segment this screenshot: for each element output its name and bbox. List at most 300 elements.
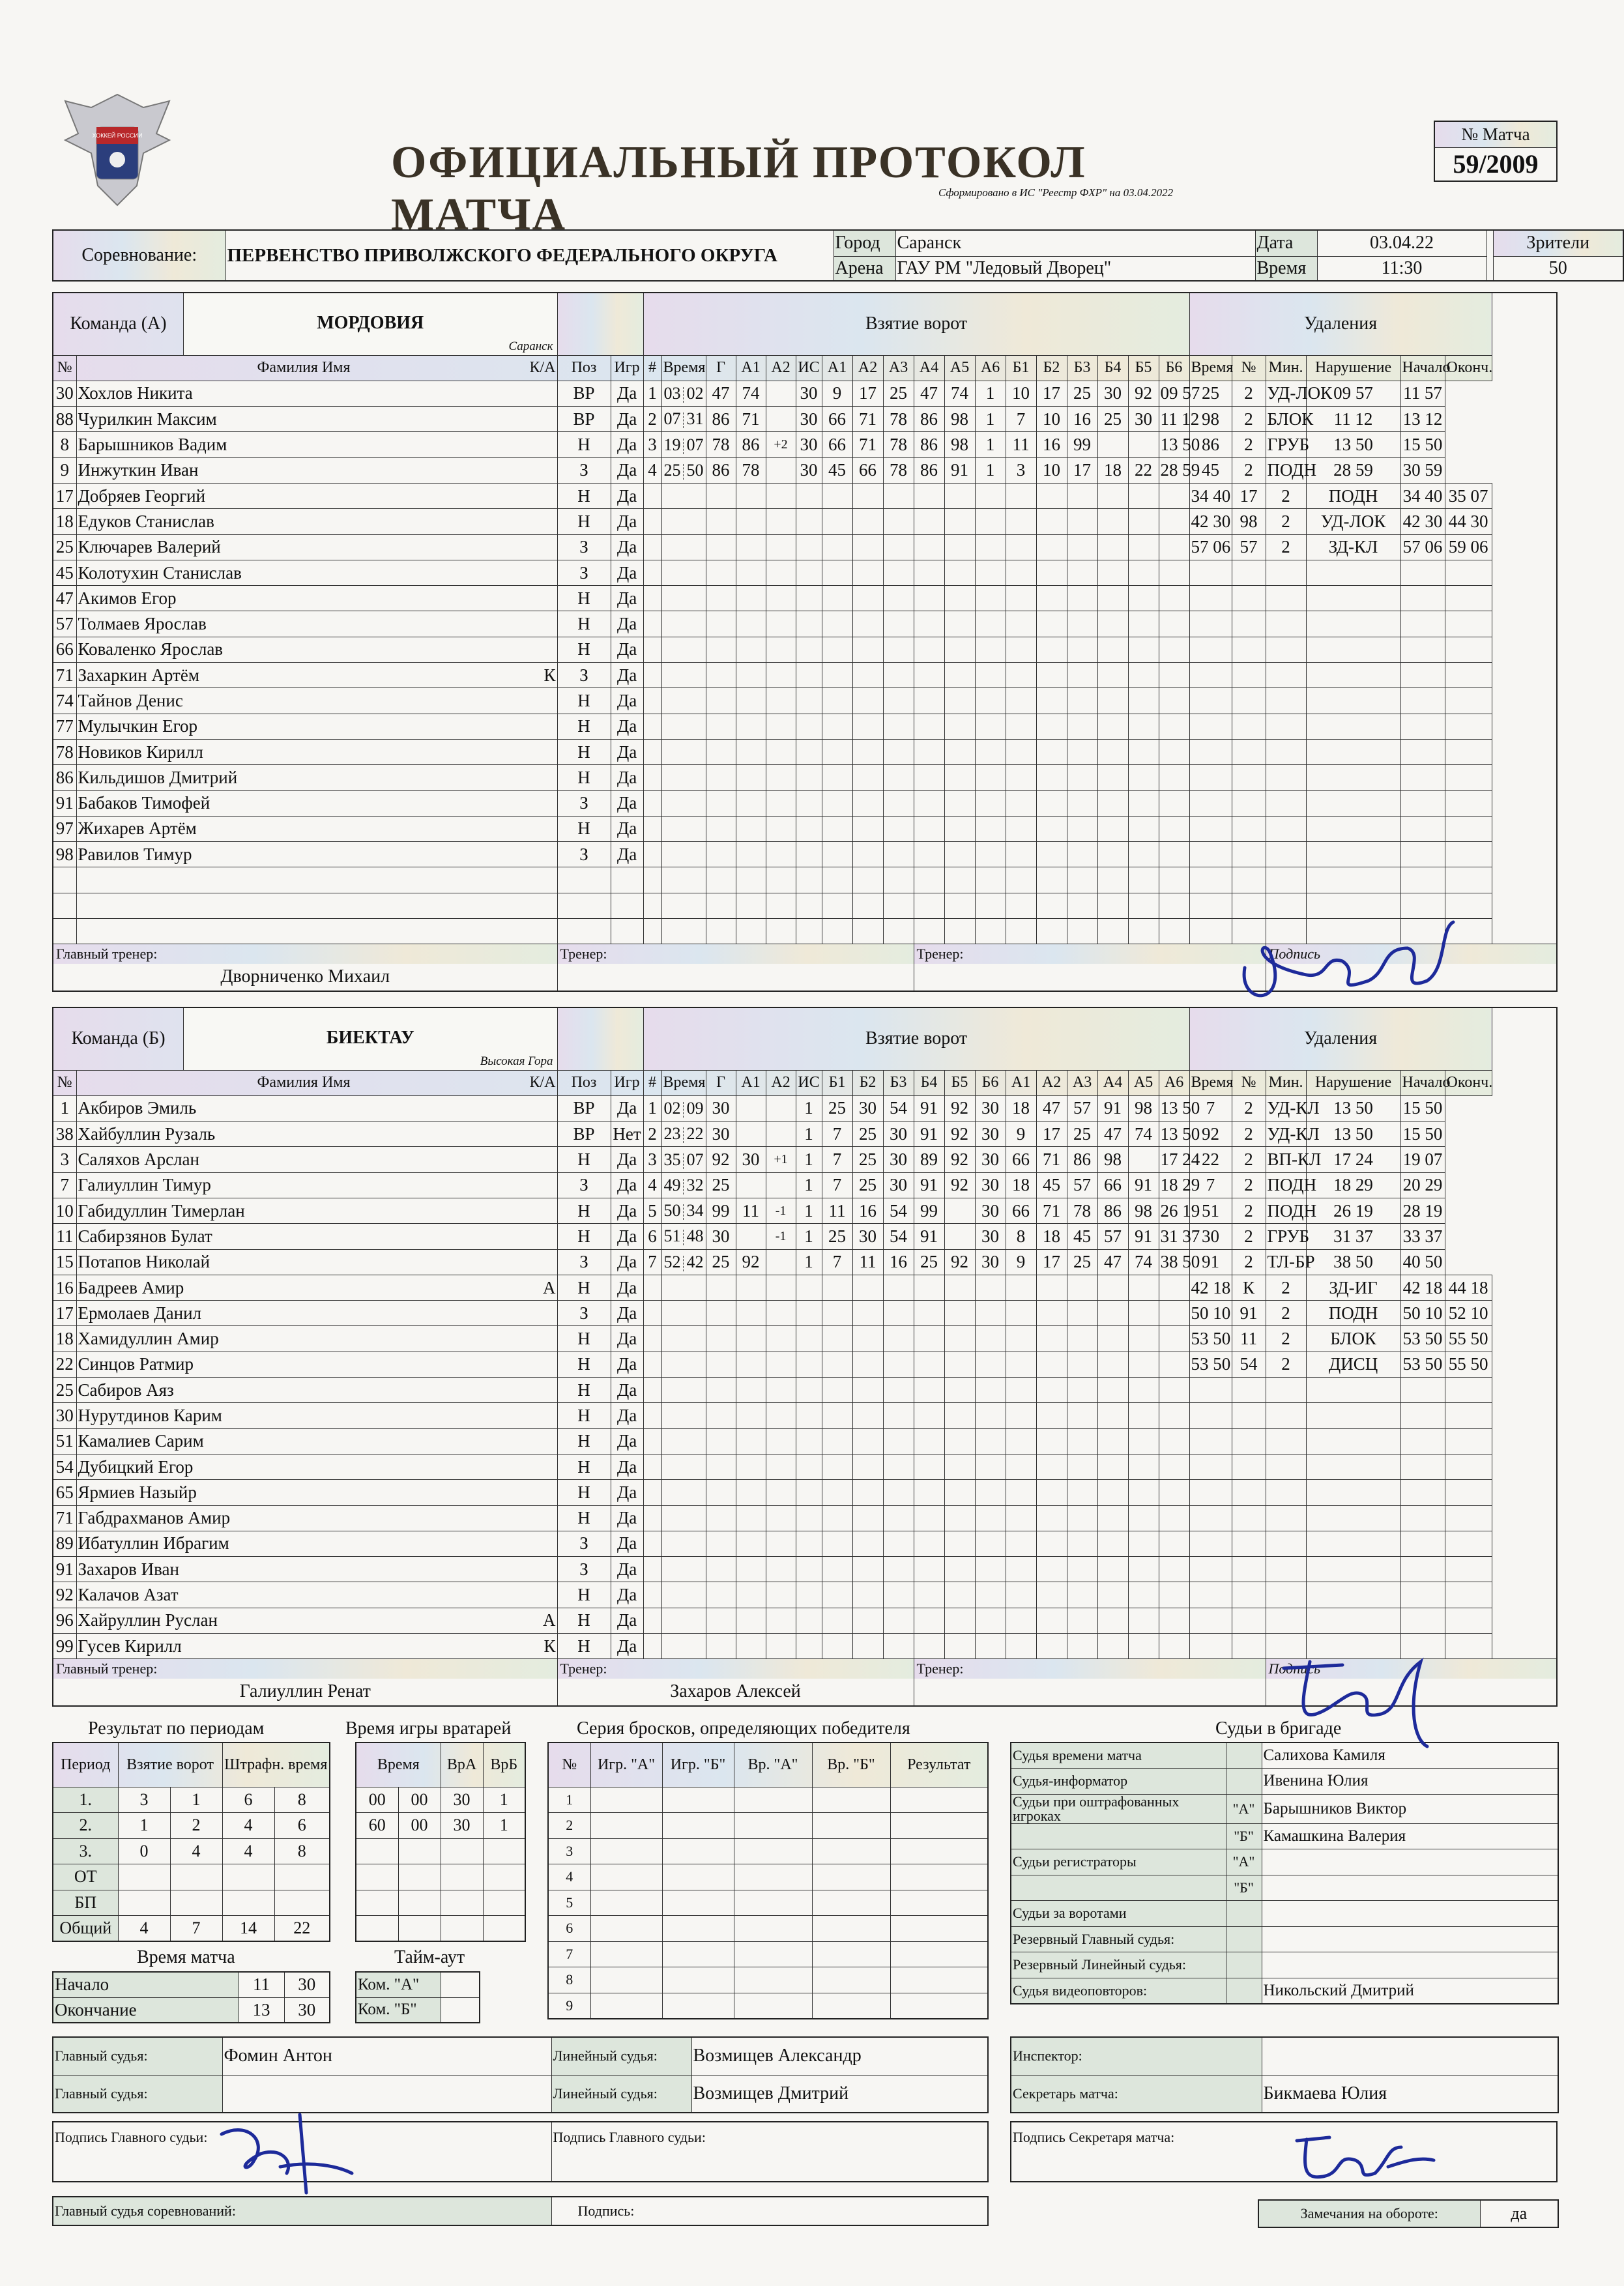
table-row <box>53 611 1557 637</box>
match-number: 59/2009 <box>1434 147 1557 181</box>
ref-role: Судьи при оштрафованных игроках <box>1011 1794 1226 1823</box>
goal-cell: 30 <box>706 1224 736 1249</box>
period-cell: 0 <box>118 1838 170 1864</box>
ref-name: Салихова Камиля <box>1262 1743 1558 1769</box>
period-cell: 22 <box>274 1916 330 1942</box>
goalie-col-a: ВрА <box>441 1743 483 1787</box>
time-label: Время <box>1255 256 1317 281</box>
ref-name: Ивенина Юлия <box>1262 1769 1558 1795</box>
player-position: Н <box>557 1634 611 1659</box>
table-row <box>53 1480 1557 1505</box>
pen-sec: 50 <box>1182 1252 1200 1272</box>
goal-cell: 16 <box>852 1198 883 1223</box>
pen-sec: 12 <box>1182 409 1200 429</box>
player-number: 57 <box>53 611 76 637</box>
pen-sec: 50 <box>1182 1123 1200 1144</box>
player-played: Да <box>611 586 643 611</box>
player-number: 77 <box>53 714 76 739</box>
pen-end-sec: 50 <box>1425 1252 1443 1272</box>
goal-cell: 25 <box>1067 1121 1097 1147</box>
player-number: 54 <box>53 1454 76 1479</box>
goal-cell <box>944 1198 975 1223</box>
goal-cell <box>766 1172 796 1198</box>
pen-end-min: 33 <box>1402 1226 1421 1246</box>
goal-col: # <box>643 355 661 381</box>
period-cell: 1. <box>53 1787 118 1813</box>
goalie-cell: 60 <box>356 1813 398 1839</box>
goal-cell: 98 <box>1128 1198 1159 1223</box>
goal-cell: 47 <box>1036 1095 1067 1121</box>
goal-cell: 54 <box>883 1095 914 1121</box>
pen-minutes: 2 <box>1232 381 1266 406</box>
coach-label-2: Тренер: <box>914 944 1266 964</box>
timeout-a-label: Ком. "А" <box>356 1972 441 1997</box>
goal-min: 52 <box>663 1252 681 1271</box>
goal-cell <box>766 457 796 483</box>
table-row <box>53 1813 330 1839</box>
goal-cell: 25 <box>822 1224 852 1249</box>
shootout-num: 2 <box>548 1813 590 1839</box>
goal-sec: 48 <box>686 1226 704 1246</box>
goal-cell: 17 <box>1036 381 1067 406</box>
penalty-col: № <box>1232 1070 1266 1095</box>
goal-col: Б3 <box>883 1070 914 1095</box>
goal-cell: 92 <box>1128 381 1159 406</box>
player-played: Да <box>611 842 643 867</box>
shootout-col: Результат <box>890 1743 988 1787</box>
player-name: Бабаков Тимофей <box>78 793 210 813</box>
pen-end-min: 30 <box>1402 460 1421 480</box>
city-label: Город <box>834 230 895 256</box>
goal-cell: 16 <box>1067 407 1097 432</box>
table-row <box>53 1838 330 1864</box>
chief-comp-sign-label: Подпись: <box>551 2197 988 2225</box>
player-name: Едуков Станислав <box>78 511 214 531</box>
goal-cell: 71 <box>1036 1198 1067 1223</box>
table-row <box>548 1941 988 1967</box>
goal-min: 23 <box>663 1124 681 1144</box>
pen-start-min: 31 <box>1333 1226 1352 1246</box>
sign-main-ref-label: Подпись Главного судьи: <box>53 2122 551 2182</box>
ref-side <box>1226 1901 1262 1927</box>
player-name: Колотухин Станислав <box>78 562 242 583</box>
table-row <box>356 1787 525 1813</box>
shootout-num: 3 <box>548 1838 590 1864</box>
goal-sec: 22 <box>686 1124 704 1144</box>
goal-cell: 66 <box>1097 1172 1128 1198</box>
player-position: ВР <box>557 1121 611 1147</box>
player-played: Да <box>611 407 643 432</box>
goal-min: 19 <box>663 435 681 454</box>
signature-label: Подпись <box>1266 944 1556 964</box>
goalie-col-time: Время <box>356 1743 441 1787</box>
player-name: Галиуллин Тимур <box>78 1175 211 1195</box>
table-row <box>53 1095 1557 1121</box>
goal-min: 03 <box>663 383 681 403</box>
goal-cell: 71 <box>736 407 766 432</box>
goal-cell: 89 <box>914 1147 944 1172</box>
table-row <box>53 1198 1557 1223</box>
goal-cell: 18 <box>1097 457 1128 483</box>
pen-end-min: 15 <box>1402 1123 1421 1144</box>
pen-end-sec: 59 <box>1425 460 1443 480</box>
table-row <box>356 1864 525 1890</box>
goal-cell: 30 <box>796 432 822 457</box>
goal-cell: 98 <box>944 432 975 457</box>
player-number: 66 <box>53 637 76 662</box>
period-cell: 6 <box>222 1787 274 1813</box>
goal-cell: 91 <box>914 1121 944 1147</box>
timeout-b-value <box>441 1997 480 2023</box>
pen-start-min: 13 <box>1333 1123 1352 1144</box>
goal-cell: 71 <box>1036 1147 1067 1172</box>
pen-start-sec: 50 <box>1355 1252 1373 1272</box>
player-number: 74 <box>53 688 76 714</box>
goalie-cell: 30 <box>441 1787 483 1813</box>
goal-col: Время <box>661 355 706 381</box>
player-name: Дубицкий Егор <box>78 1456 194 1477</box>
pen-player: К <box>1232 1275 1266 1300</box>
player-name: Акбиров Эмиль <box>78 1098 197 1118</box>
player-position: З <box>557 790 611 816</box>
pen-start-sec: 29 <box>1355 1175 1373 1195</box>
player-position: Н <box>557 637 611 662</box>
table-row <box>53 1301 1557 1326</box>
goal-col: А2 <box>766 1070 796 1095</box>
shootout-col: № <box>548 1743 590 1787</box>
goal-col: А1 <box>1006 1070 1036 1095</box>
goal-cell: 30 <box>883 1172 914 1198</box>
goal-cell: 66 <box>1006 1198 1036 1223</box>
line-ref-2: Возмищев Дмитрий <box>691 2075 988 2113</box>
goal-cell: 1 <box>796 1198 822 1223</box>
timeout-b-label: Ком. "Б" <box>356 1997 441 2023</box>
player-number: 38 <box>53 1121 76 1147</box>
col-name: Фамилия Имя <box>257 359 351 377</box>
shootout-title: Серия бросков, определяющих победителя <box>577 1718 910 1739</box>
competition-label: Соревнование: <box>53 230 225 281</box>
pen-player: 22 <box>1189 1147 1232 1172</box>
goal-cell: 7 <box>1006 407 1036 432</box>
goal-cell: 30 <box>706 1095 736 1121</box>
team_b-city: Высокая Гора <box>480 1054 553 1068</box>
player-position: Н <box>557 1275 611 1300</box>
pen-min: 53 <box>1191 1329 1209 1349</box>
pen-end-min: 55 <box>1448 1354 1466 1374</box>
goal-cell: 57 <box>1097 1224 1128 1249</box>
match-time-table <box>52 1971 330 2023</box>
goal-index: 4 <box>643 457 661 483</box>
pen-player: 45 <box>1189 457 1232 483</box>
goal-index: 1 <box>643 1095 661 1121</box>
player-number: 9 <box>53 457 76 483</box>
goal-cell: 30 <box>975 1224 1006 1249</box>
table-row <box>1011 1875 1558 1901</box>
goal-cell: 25 <box>1097 407 1128 432</box>
period-cell: 7 <box>170 1916 222 1942</box>
player-number: 92 <box>53 1582 76 1608</box>
player-number: 25 <box>53 534 76 560</box>
pen-sec: 50 <box>1213 1329 1231 1349</box>
player-name: Хайруллин Руслан <box>78 1610 218 1630</box>
goal-index: 3 <box>643 1147 661 1172</box>
goal-cell: 30 <box>736 1147 766 1172</box>
player-position: З <box>557 1301 611 1326</box>
pen-player: 11 <box>1232 1326 1266 1352</box>
pen-minutes: 2 <box>1232 1198 1266 1223</box>
table-row <box>53 842 1557 867</box>
penalty-col: Начало <box>1400 1070 1445 1095</box>
pen-start-sec: 24 <box>1355 1150 1373 1170</box>
period-cell: 1 <box>170 1787 222 1813</box>
goal-cell: 3 <box>1006 457 1036 483</box>
pen-min: 57 <box>1191 537 1209 557</box>
shootout-num: 8 <box>548 1967 590 1993</box>
goal-col: А6 <box>975 355 1006 381</box>
goal-sec: 09 <box>686 1098 704 1118</box>
table-row <box>53 1378 1557 1403</box>
goal-cell <box>766 1095 796 1121</box>
period-cell: 6 <box>274 1813 330 1839</box>
player-name: Барышников Вадим <box>78 435 227 455</box>
pen-minutes: 2 <box>1232 407 1266 432</box>
period-cell <box>118 1864 170 1890</box>
ref-role: Судьи за воротами <box>1011 1901 1226 1927</box>
period-cell <box>274 1864 330 1890</box>
player-played: Да <box>611 534 643 560</box>
pen-sec: 24 <box>1182 1150 1200 1170</box>
goal-cell: 98 <box>1097 1147 1128 1172</box>
pen-start-sec: 50 <box>1355 1098 1373 1118</box>
player-played: Да <box>611 509 643 534</box>
pen-min: 42 <box>1191 511 1209 531</box>
goal-cell: -1 <box>766 1198 796 1223</box>
goal-cell: 25 <box>852 1121 883 1147</box>
goal-cell: 30 <box>883 1121 914 1147</box>
arena: ГАУ РМ "Ледовый Дворец" <box>895 256 1255 281</box>
goal-cell <box>1128 432 1159 457</box>
pen-end-sec: 18 <box>1470 1277 1488 1297</box>
col-pos: Поз <box>557 355 611 381</box>
table-row <box>53 1326 1557 1352</box>
player-ka: А <box>543 1277 556 1297</box>
goal-cell: 30 <box>975 1095 1006 1121</box>
goalie-time-table <box>355 1742 526 1942</box>
player-played: Да <box>611 457 643 483</box>
goal-cell: 10 <box>1036 407 1067 432</box>
goal-cell: 25 <box>852 1172 883 1198</box>
team_a-city: Саранск <box>508 339 553 353</box>
player-played: Да <box>611 1505 643 1531</box>
table-row <box>548 1838 988 1864</box>
pen-minutes: 2 <box>1266 483 1306 508</box>
player-played: Да <box>611 1428 643 1454</box>
spectators: 50 <box>1493 256 1623 281</box>
pen-start-sec: 59 <box>1355 460 1373 480</box>
player-number: 71 <box>53 663 76 688</box>
pen-end-min: 15 <box>1402 1098 1421 1118</box>
goal-min: 51 <box>663 1226 681 1246</box>
player-played: Да <box>611 637 643 662</box>
penalty-col: Время <box>1189 355 1232 381</box>
periods-col-goals: Взятие ворот <box>118 1743 222 1787</box>
player-played: Да <box>611 790 643 816</box>
penalty-col: Мин. <box>1266 355 1306 381</box>
periods-title: Результат по периодам <box>88 1718 265 1739</box>
goal-col: Б4 <box>914 1070 944 1095</box>
pen-sec: 50 <box>1213 1354 1231 1374</box>
goal-cell: -1 <box>766 1224 796 1249</box>
player-position: Н <box>557 816 611 841</box>
player-number: 89 <box>53 1531 76 1556</box>
table-row <box>53 1864 330 1890</box>
pen-start-min: 50 <box>1402 1303 1421 1323</box>
remarks-label: Замечания на обороте: <box>1258 2200 1480 2227</box>
player-name: Новиков Кирилл <box>78 742 203 762</box>
table-row <box>53 1147 1557 1172</box>
goal-cell: 86 <box>736 432 766 457</box>
player-ka: К <box>544 665 556 685</box>
goal-cell: 8 <box>1006 1224 1036 1249</box>
ref-role: Судья видеоповторов: <box>1011 1978 1226 2004</box>
player-number: 51 <box>53 1428 76 1454</box>
goal-cell: 9 <box>1006 1249 1036 1275</box>
pen-end-min: 44 <box>1448 1277 1466 1297</box>
goal-cell: 17 <box>852 381 883 406</box>
pen-min: 53 <box>1191 1354 1209 1374</box>
goal-min: 02 <box>663 1098 681 1118</box>
goal-cell: 86 <box>706 457 736 483</box>
goal-cell: 71 <box>852 432 883 457</box>
player-played: Да <box>611 1326 643 1352</box>
goal-cell: +2 <box>766 432 796 457</box>
goal-cell: 47 <box>914 381 944 406</box>
table-row <box>53 790 1557 816</box>
referees-table <box>1010 1742 1559 2004</box>
goal-cell: 1 <box>975 457 1006 483</box>
goal-cell: 1 <box>796 1095 822 1121</box>
pen-minutes: 2 <box>1266 1301 1306 1326</box>
team_a-name: МОРДОВИЯ <box>317 313 424 333</box>
pen-end-min: 55 <box>1448 1329 1466 1349</box>
referees-title: Судьи в бригаде <box>1215 1718 1342 1739</box>
goal-col: Б2 <box>852 1070 883 1095</box>
player-played: Да <box>611 432 643 457</box>
ref-side: "Б" <box>1226 1875 1262 1901</box>
col-ka: К/А <box>529 359 556 377</box>
start-min: 30 <box>284 1972 330 1997</box>
goal-col: Б6 <box>1159 355 1189 381</box>
coach-label-1: Тренер: <box>558 944 914 964</box>
pen-start-min: 42 <box>1402 511 1421 531</box>
goal-cell: 74 <box>1128 1249 1159 1275</box>
goal-cell <box>766 381 796 406</box>
goal-cell: 92 <box>944 1147 975 1172</box>
pen-sec: 57 <box>1182 383 1200 403</box>
player-played: Да <box>611 381 643 406</box>
player-name: Жихарев Артём <box>78 818 197 839</box>
goal-col: А2 <box>852 355 883 381</box>
goal-index: 3 <box>643 432 661 457</box>
signatures-table <box>52 2121 989 2182</box>
goal-cell: 1 <box>796 1121 822 1147</box>
period-cell: 14 <box>222 1916 274 1942</box>
goal-index: 5 <box>643 1198 661 1223</box>
player-name: Равилов Тимур <box>78 844 192 864</box>
pen-min: 17 <box>1160 1150 1178 1170</box>
table-row <box>53 509 1557 534</box>
player-number: 47 <box>53 586 76 611</box>
period-cell <box>222 1890 274 1916</box>
team-a-signature <box>1232 909 1492 1039</box>
line-ref-1: Возмищев Александр <box>691 2037 988 2075</box>
ref-side: "А" <box>1226 1794 1262 1823</box>
pen-sec: 37 <box>1182 1226 1200 1246</box>
head-coach: Галиуллин Ренат <box>239 1681 371 1702</box>
table-row <box>53 381 1557 406</box>
player-name: Мулычкин Егор <box>78 716 198 736</box>
goal-cell <box>766 1121 796 1147</box>
goal-cell: 91 <box>914 1172 944 1198</box>
pen-violation: ПОДН <box>1306 483 1400 508</box>
pen-minutes: 2 <box>1232 1172 1266 1198</box>
pen-player: 25 <box>1189 381 1232 406</box>
player-number: 65 <box>53 1480 76 1505</box>
pen-violation: ТЛ-БР <box>1266 1249 1306 1275</box>
ref-name <box>1262 1926 1558 1952</box>
goal-cell <box>1128 1147 1159 1172</box>
timeout-title: Тайм-аут <box>394 1947 465 1967</box>
player-number: 99 <box>53 1634 76 1659</box>
goal-cell: 47 <box>1097 1121 1128 1147</box>
match-time-title: Время матча <box>137 1947 235 1967</box>
ref-side <box>1226 1952 1262 1978</box>
ref-role <box>1011 1823 1226 1849</box>
match-number-box <box>1434 121 1558 182</box>
player-name: Хохлов Никита <box>78 383 193 403</box>
table-row <box>53 586 1557 611</box>
player-played: Да <box>611 483 643 508</box>
pen-start-min: 28 <box>1333 460 1352 480</box>
period-cell: 8 <box>274 1787 330 1813</box>
table-row <box>53 1582 1557 1608</box>
table-row <box>53 1403 1557 1428</box>
table-row <box>53 1505 1557 1531</box>
line-ref-label-1: Линейный судья: <box>551 2037 691 2075</box>
player-number: 25 <box>53 1378 76 1403</box>
goal-cell: 78 <box>883 457 914 483</box>
table-row <box>1011 1952 1558 1978</box>
period-cell <box>222 1864 274 1890</box>
table-row <box>53 560 1557 585</box>
goal-cell: 74 <box>944 381 975 406</box>
remarks-value: да <box>1480 2200 1558 2227</box>
player-number: 30 <box>53 381 76 406</box>
player-position: З <box>557 560 611 585</box>
player-played: Да <box>611 688 643 714</box>
player-number: 86 <box>53 765 76 790</box>
goal-col: А3 <box>883 355 914 381</box>
pen-minutes: 2 <box>1232 1095 1266 1121</box>
player-name: Ключарев Валерий <box>78 537 221 557</box>
goal-col: Б5 <box>944 1070 975 1095</box>
pen-end-sec: 29 <box>1425 1175 1443 1195</box>
goal-sec: 50 <box>686 460 704 480</box>
goal-cell: 7 <box>822 1172 852 1198</box>
goal-cell: 25 <box>883 381 914 406</box>
sign-main-ref2-label: Подпись Главного судьи: <box>551 2122 988 2182</box>
table-row <box>53 714 1557 739</box>
